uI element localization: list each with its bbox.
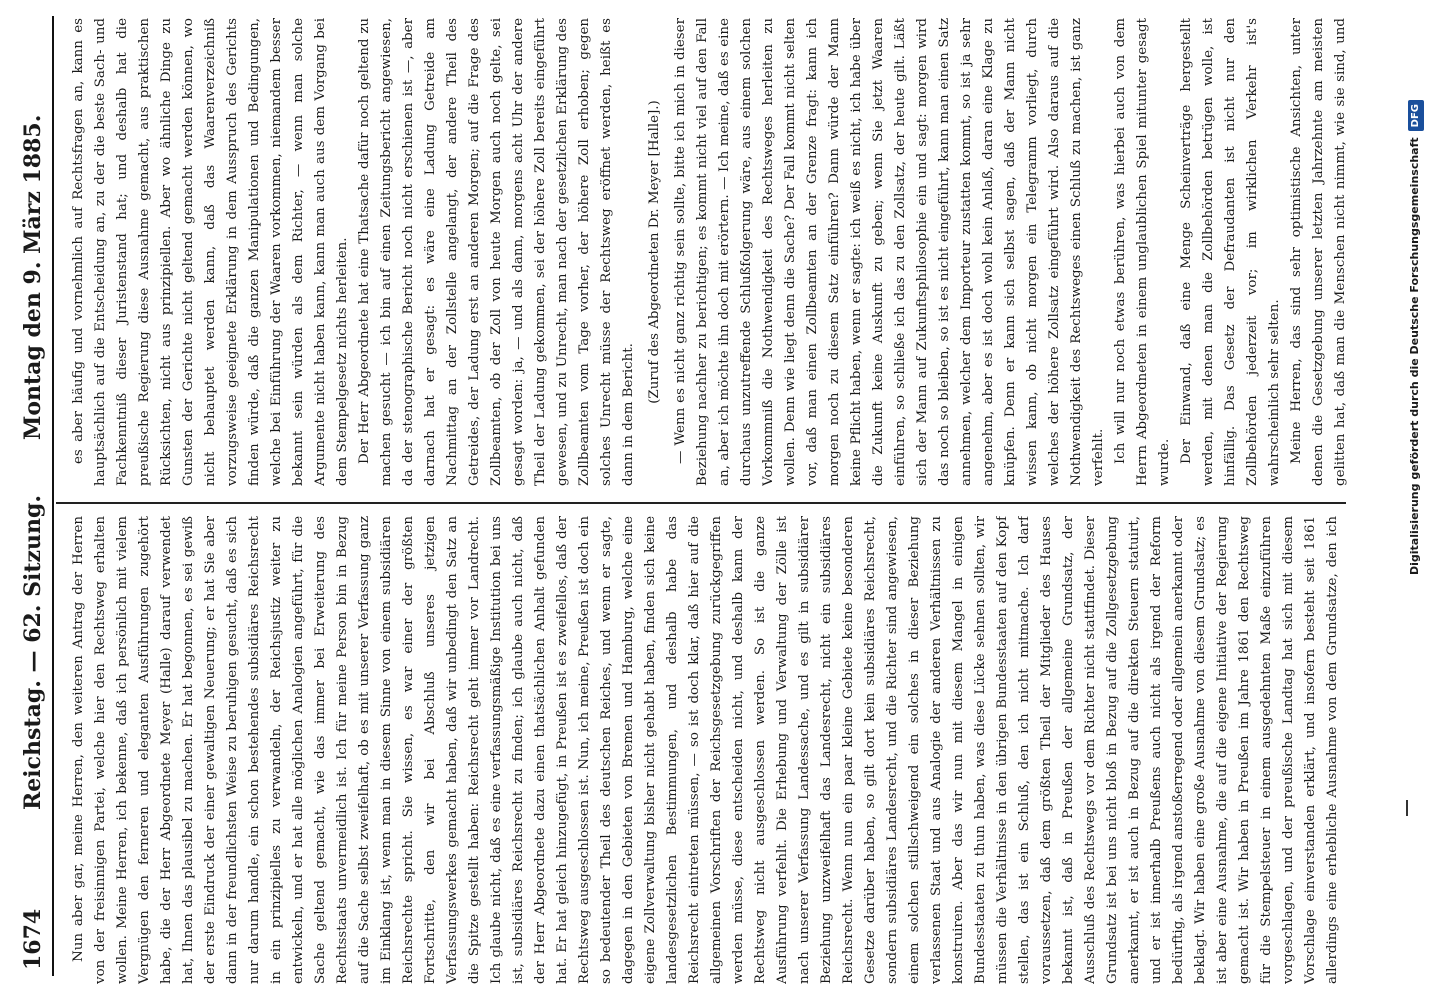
paragraph: Der Einwand, daß eine Menge Scheinverträge hergestellt werden, mit denen man die Zollbehörden betrügen wolle, ist hinfällig. Das Gesetz der Defraudanten ist nicht nur den Zollbehörden jederzeit vor; im wirklichen Verkehr ist's wahrscheinlich sehr selten. (1179, 18, 1282, 486)
dfg-logo: DFG (1408, 100, 1424, 131)
paragraph: Der Herr Abgeordnete hat eine Thatsache dafür noch geltend zu machen gesucht — ich bin auf einen Zeitungsbericht angewiesen, da der stenographische Bericht noch nicht erschienen ist —, aber darnach hat er gesagt: es wäre eine Ladung Getreide am Nachmittag an der Zollstelle angelangt, der andere Theil des Getreides, der Ladung erst an anderen Morgen; auf die Frage des Zollbeamten, ob der Zoll von heute Morgen auch noch gelte, sei gesagt worden: ja, — und als dann, morgens acht Uhr der andere Theil der Ladung gekommen, sei der höhere Zoll bereits eingeführt gewesen, und zu Unrecht, man nach der gesetzlichen Erklärung des Zollbeamten vom Tage vorher, der höhere Zoll erhoben; gegen solches Unrecht müsse der Rechtsweg eröffnet werden, heißt es dann in dem Bericht. (357, 18, 636, 486)
interjection: (Zuruf des Abgeordneten Dr. Meyer [Halle].) (647, 100, 662, 404)
session-heading: Reichstag. — 62. Sitzung. (20, 494, 46, 810)
page-number: 1674 (20, 908, 46, 970)
date-heading: Montag den 9. März 1885. (20, 114, 46, 440)
paragraph: es aber häufig und vornehmlich auf Rechtsfragen an, kann es hauptsächlich auf die Entscheidung an, zu der die beste Sach- und Fachkenntniß dieser Juristenstand hat; und deshalb hat die preußische Regierung diese Ausnahme gemacht, aus praktischen Rücksichten, nicht aus prinzipiellen. Aber wo ähnliche Dinge zu Gunsten der Gerichte nicht geltend gemacht werden können, wo nicht behauptet werden kann, daß das Waarenverzeichniß vorzugsweise geeignete Erklärung in dem Ausspruch des Gerichts finden würde, daß die ganzen Manipulationen und Bedingungen, welche bei Einführung der Waaren vorkommen, niemandem besser bekannt sein würden als dem Richter, — wenn man solche Argumente nicht haben kann, kann man auch aus dem Vorgang bei dem Stempelgesetz nichts herleiten. (71, 18, 350, 486)
stamp-text: Digitalisierung gefördert durch die Deutsche Forschungsgemeinschaft (1408, 137, 1421, 576)
paragraph: — Wenn es nicht ganz richtig sein sollte, bitte ich mich in dieser Beziehung nachher zu berichtigen; es kommt nicht viel auf den Fall an, aber ich möchte ihn doch mit erörtern. — Ich meine, daß es eine durchaus unzutreffende Schlußfolgerung wäre, aus einem solchen Vorkommniß die Nothwendigkeit des Rechtsweges herleiten zu wollen. Denn wie liegt denn die Sache? Der Fall kommt nicht selten vor, daß man einen Zollbeamten an der Grenze fragt: kann ich morgen noch zu diesem Satz einführen? Dann würde der Mann keine Pflicht haben, wenn er sagte: ich weiß es nicht, ich habe über die Zukunft keine Auskunft zu geben; wenn Sie jetzt Waaren einführen, so schließe ich das zu den Zollsatz, der heute gilt. Läßt sich der Mann auf Zukunftsphilosophie ein und sagt: morgen wird das noch so bleiben, so ist es nicht eingeführt, kann man einen Satz annehmen, welcher dem Importeur zustatten kommt, so ist ja sehr angenehm, aber es ist doch wohl kein Anlaß, daran eine Klage zu knüpfen. Denn er kann sich selbst sagen, daß der Mann nicht wissen kann, ob nicht morgen ein Telegramm vorliegt, durch welches der höhere Zollsatz eingeführt wird. Also daraus auf die Nothwendigkeit des Rechtsweges einen Schluß zu machen, ist ganz verfehlt. (673, 18, 1106, 486)
header-rule (52, 16, 54, 976)
running-head (14, 0, 54, 1000)
paragraph: Ich will nur noch etwas berühren, was hierbei auch von dem Herrn Abgeordneten in einem unglaublichen Spiel mitunter gesagt wurde. (1113, 18, 1172, 486)
right-column (68, 18, 1348, 486)
column-divider (56, 502, 1346, 504)
paragraph: Meine Herren, das sind sehr optimistische Ansichten, unter denen die Gesetzgebung unserer letzten Jahrzehnte am meisten gelitten hat, daß man die Menschen nicht nimmt, wie sie sind, und (1289, 18, 1348, 486)
left-column (68, 516, 1348, 984)
paragraph: Nun aber gar, meine Herren, den weiteren Antrag der Herren von der freisinnigen Partei, welche hier den Rechtsweg erhalten wollen. Meine Herren, ich bekenne, daß ich persönlich mit vielem Vergnügen den ferneren und eleganten Ausführungen zugehört habe, die der Herr Abgeordnete Meyer (Halle) darauf verwendet hat, Ihnen das plausibel zu machen. Er hat begonnen, es sei gewiß der erste Eindruck der einer gewaltigen Neuerung; er hat Sie aber dann in der freundlichsten Weise zu beruhigen gesucht, daß es sich nur darum handle, ein schon bestehendes subsidiäres Reichsrecht in ein prinzipielles zu verwandeln, der Reichsjustiz weiter zu entwickeln, und er hat alle möglichen Analogien angeführt, für die Sache geltend gemacht, wie das immer bei Erweiterung des Rechtsstaats unvermeidlich ist. Ich für meine Person bin in Bezug auf die Sache selbst zweifelhaft, ob es mit unserer Verfassung ganz im Einklang ist, wenn man in diesem Sinne von einem subsidiären Reichsrechte spricht. Sie wissen, es war einer der größten Fortschritte, den wir bei Abschluß unseres jetzigen Verfassungswerkes gemacht haben, daß wir unbedingt den Satz an die Spitze gestellt haben: Reichsrecht geht immer vor Landrecht. Ich glaube nicht, daß es eine verfassungsmäßige Institution bei uns ist, subsidiäres Reichsrecht zu finden; ich glaube auch nicht, daß der Herr Abgeordnete dazu einen thatsächlichen Anhalt gefunden hat. Er hat gleich hinzugefügt, in Preußen ist es zweifellos, daß der Rechtsweg ausgeschlossen ist. Nun, ich meine, Preußen ist doch ein so bedeutender Theil des deutschen Reiches, und wenn er sagte, dagegen in den Gebieten von Bremen und Hamburg, welche eine eigene Zollverwaltung bisher nicht gehabt haben, finden sich keine landesgesetzlichen Bestimmungen, und deshalb habe das Reichsrecht eintreten müssen, — so ist doch klar, daß hier auf die allgemeinen Vorschriften der Reichsgesetzgebung zurückgegriffen werden müsse, diese entscheiden nicht, und deshalb kann der Rechtsweg nicht ausgeschlossen werden. So ist die ganze Ausführung verfehlt. Die Erhebung und Verwaltung der Zölle ist nach unserer Verfassung Landessache, und es gilt in subsidiärer Beziehung unzweifelhaft das Landesrecht, nicht ein subsidiäres Reichsrecht. Wenn nun ein paar kleine Gebiete keine besonderen Gesetze darüber haben, so gilt dort kein subsidiäres Reichsrecht, sondern subsidiäres Landesrecht, und die Richter sind angewiesen, einem solchen stillschweigend ein solches in dieser Beziehung verlassenen Staat und aus Analogie der anderen Verhältnissen zu konstruiren. Aber das wir nun mit diesem Mangel in einigen Bundesstaaten zu thun haben, was diese Lücke sehnen sollten, wir müssen die Verhältnisse in den übrigen Bundesstaaten auf den Kopf stellen, das ist ein Schluß, den ich nicht mitmache. Ich darf voraussetzen, daß dem größten Theil der Mitglieder des Hauses bekannt ist, daß in Preußen der allgemeine Grundsatz, der Ausschluß des Rechtswegs vor dem Richter nicht stattfindet. Dieser Grundsatz ist bei uns nicht bloß in Bezug auf die Zollgesetzgebung anerkannt, er ist auch in Bezug auf die direkten Steuern statuirt, und er ist innerhalb Preußens auch nicht als irgend der Reform bedürftig, als irgend anstoßerregend oder allgemein anerkannt oder beklagt. Wir haben eine große Ausnahme von diesem Grundsatz; es ist aber eine Ausnahme, die auf die eigene Initiative der Regierung gemacht ist. Wir haben in Preußen im Jahre 1861 den Rechtsweg für die Stempelsteuer in einem ausgedehnten Maße einzuführen vorgeschlagen, und der preußische Landtag hat sich mit diesem Vorschlage einverstanden erklärt, und insofern besteht seit 1861 allerdings eine erhebliche Ausnahme von dem Grundsatze, den ich (71, 516, 1340, 984)
digitization-stamp (1402, 0, 1428, 1000)
